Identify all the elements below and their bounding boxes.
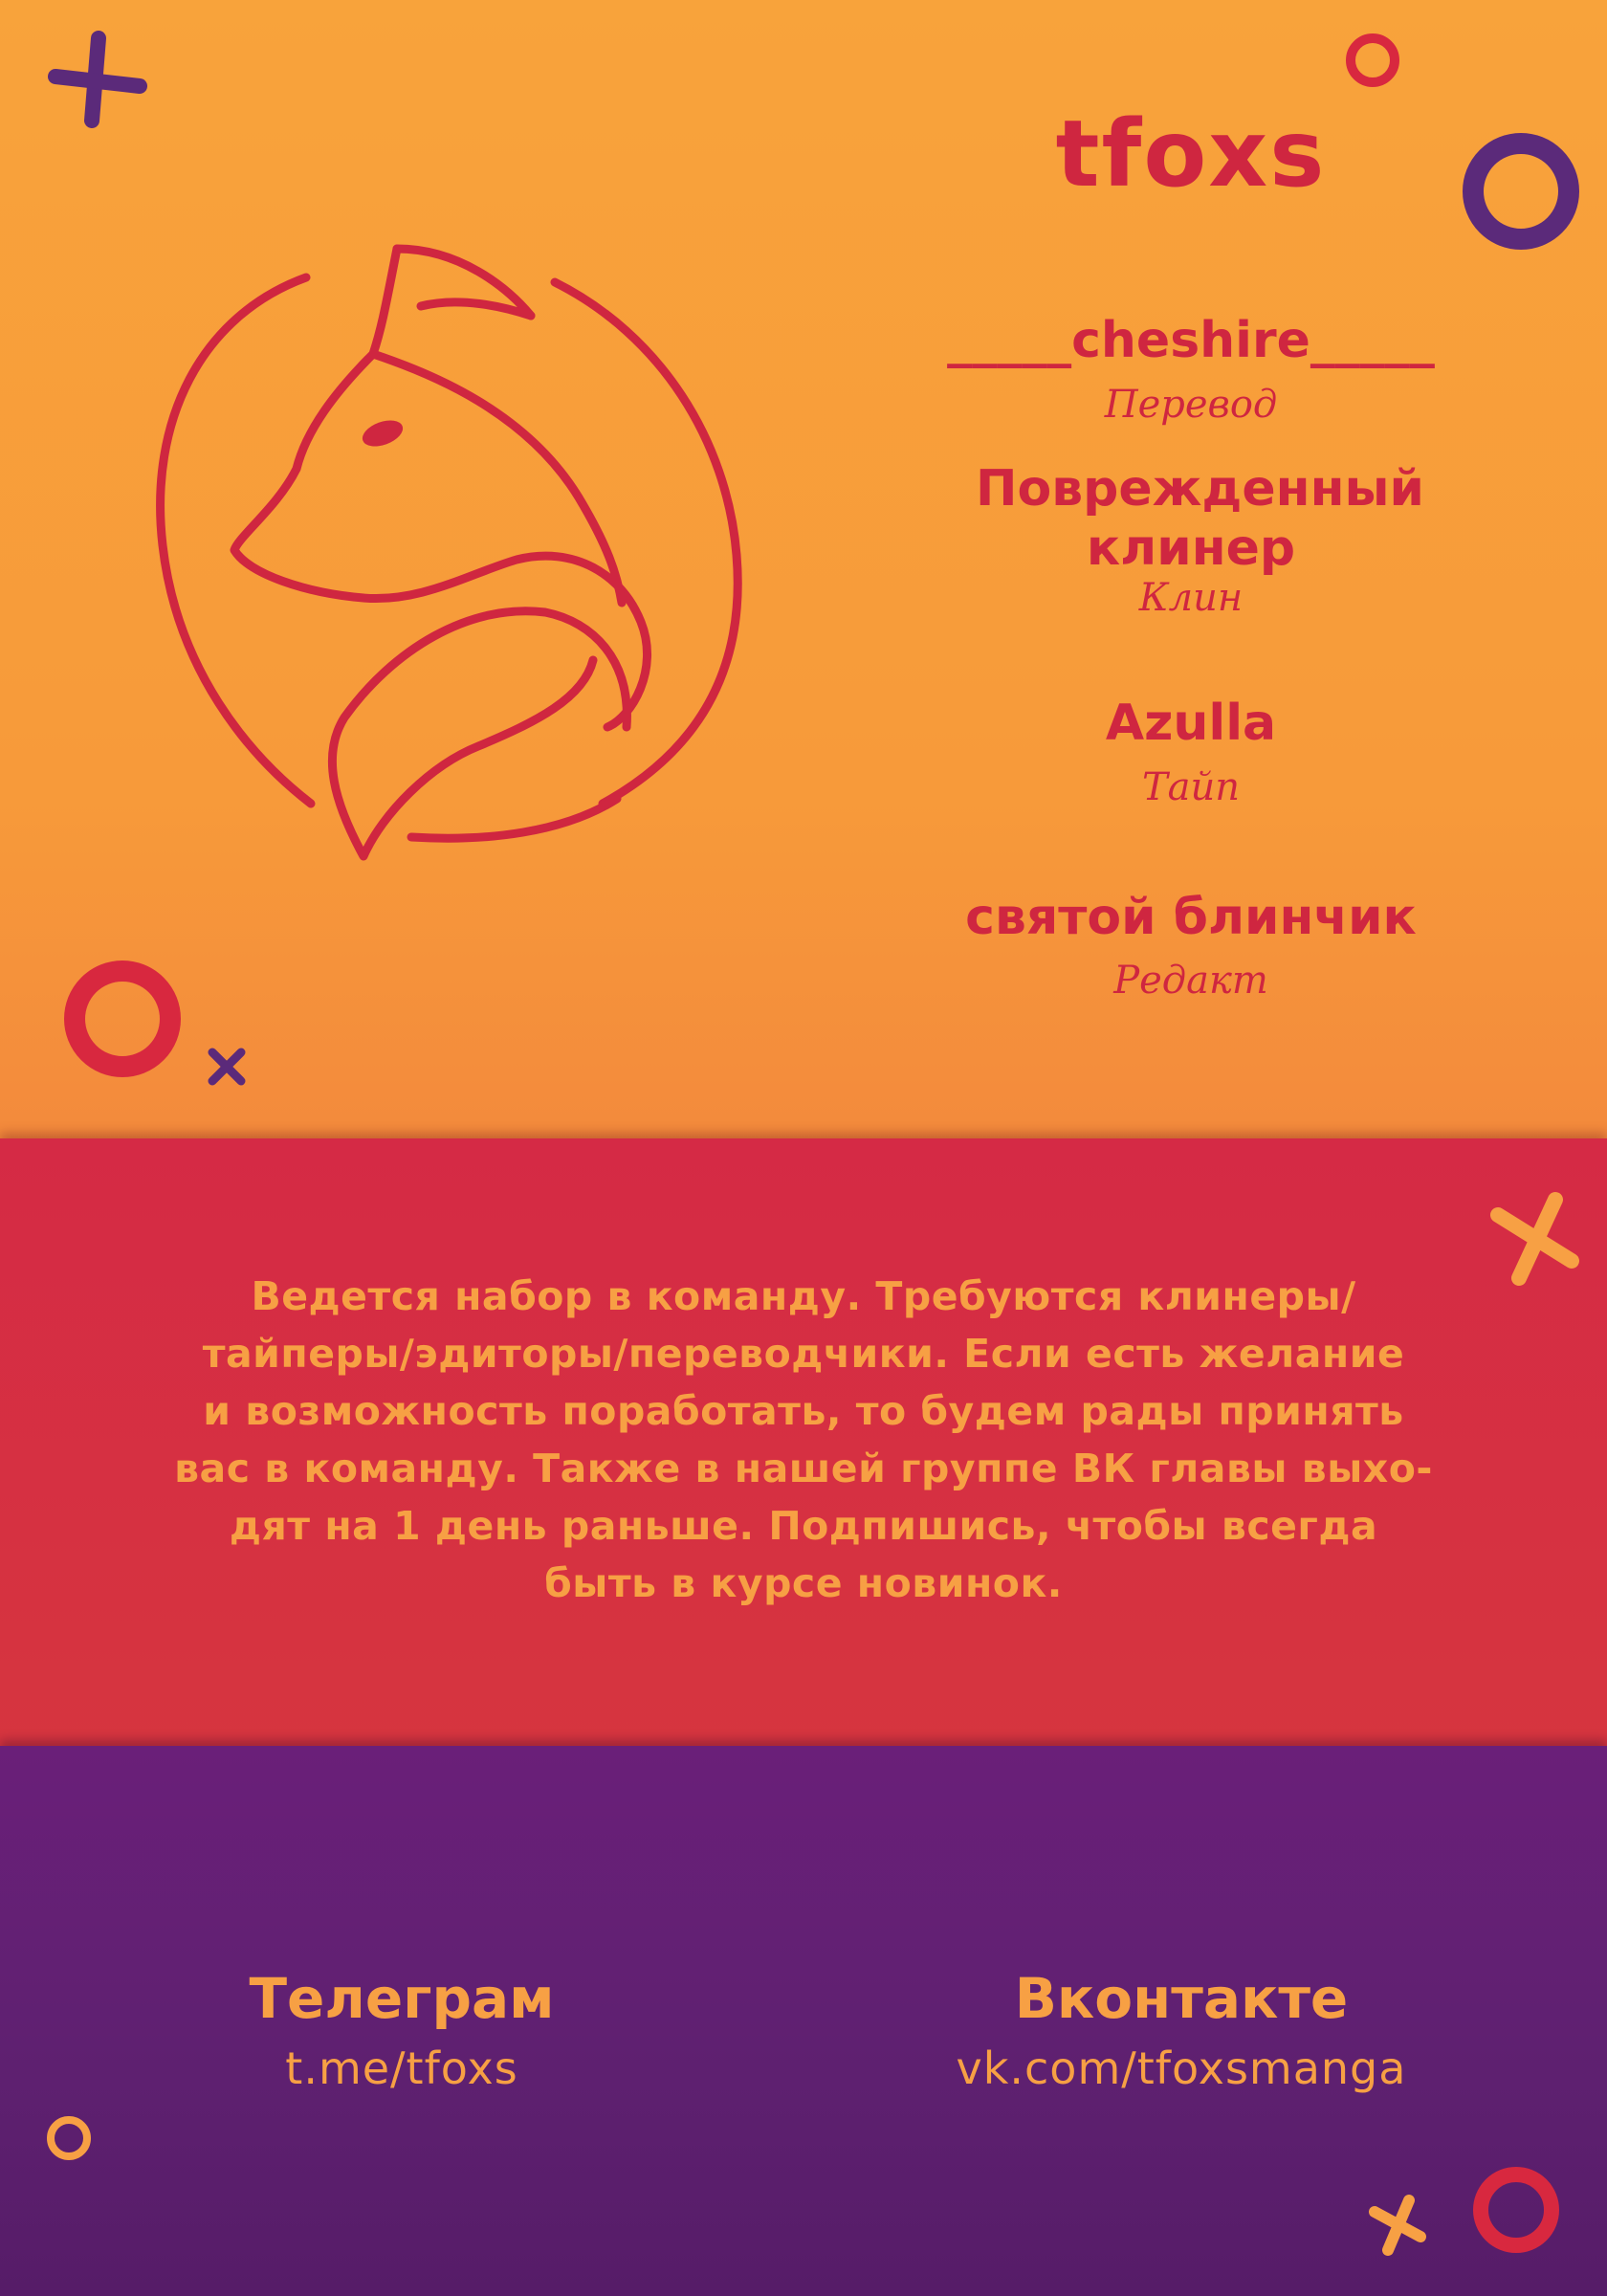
cross-icon [203,1043,251,1091]
cross-icon [1363,2191,1430,2258]
cross-icon [1481,1186,1586,1292]
circle-icon [1464,2157,1569,2263]
recruit-line: и возможность поработать, то будем рады принять [203,1388,1404,1434]
vk-link[interactable]: vk.com/tfoxsmanga [956,2042,1407,2094]
member-role: Клин [1138,576,1244,620]
circle-icon [1339,27,1406,94]
member-role: Перевод [1104,383,1278,427]
recruit-line: вас в команду. Также в нашей группе ВК главы выхо- [174,1446,1433,1491]
recruit-text [134,1268,1473,1612]
member-name: Поврежденный клинер [976,460,1424,577]
recruit-line: быть в курсе новинок. [544,1560,1063,1606]
member-name: _____cheshire_____ [947,312,1435,369]
member-role: Редакт [1113,959,1268,1003]
recruit-line: тайперы/эдиторы/переводчики. Если есть желание [202,1331,1405,1377]
plus-icon [46,27,151,132]
member-name: святой блинчик [965,889,1417,946]
member-name: Azulla [1105,695,1277,752]
vk-title: Вконтакте [1014,1966,1349,2031]
circle-icon [55,952,189,1086]
fox-logo-icon [143,230,756,899]
member-role: Тайп [1141,765,1241,809]
recruit-line: дят на 1 день раньше. Подпишись, чтобы всегда [229,1503,1378,1549]
circle-icon [40,2109,98,2167]
telegram-title: Телеграм [249,1966,555,2031]
recruit-line: Ведется набор в команду. Требуются клинеры/ [251,1273,1356,1319]
brand-title: tfoxs [1055,100,1327,208]
telegram-link[interactable]: t.me/tfoxs [285,2042,518,2094]
